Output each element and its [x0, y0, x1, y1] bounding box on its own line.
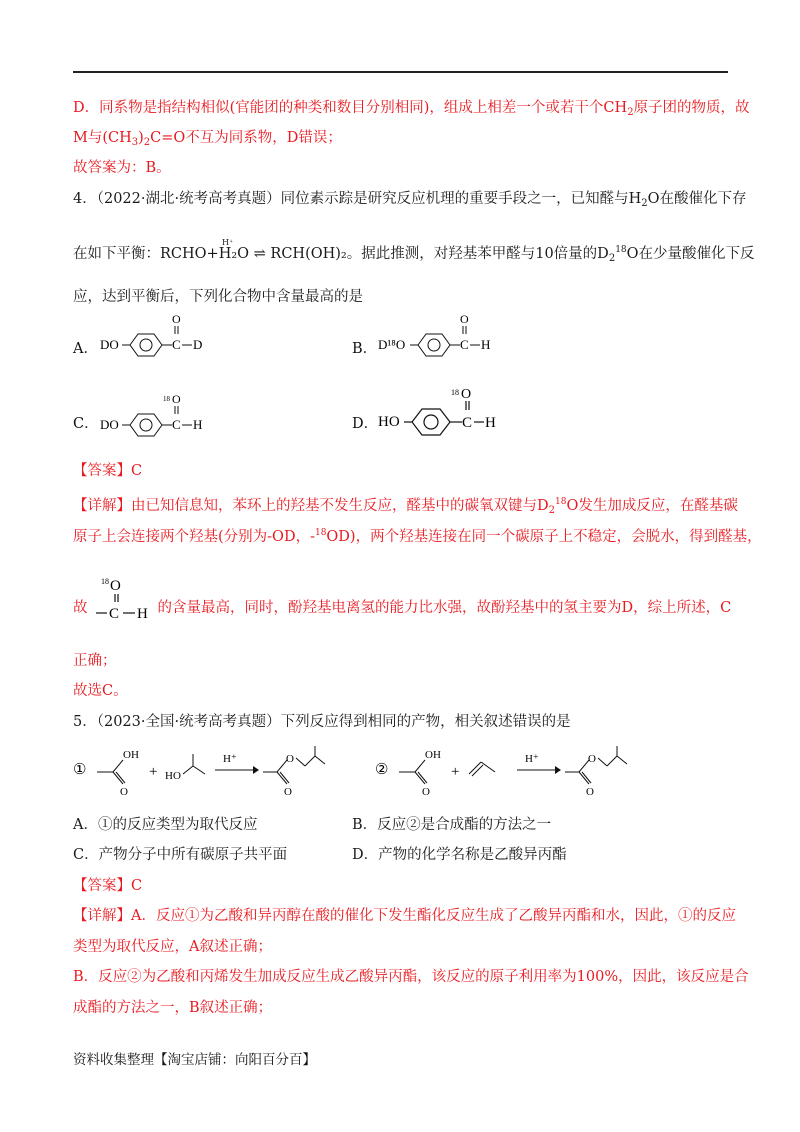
- svg-text:C: C: [460, 337, 469, 352]
- q4-option-a-structure[interactable]: [100, 312, 220, 362]
- q4-option-c-structure[interactable]: [100, 392, 220, 442]
- prev-option-d-line1: D．同系物是指结构相似(官能团的种类和数目分别相同)，组成上相差一个或若干个$CH_2$原子团的物质，故: [73, 100, 750, 118]
- footer-source: 资料收集整理【淘宝店铺：向阳百分百】: [73, 1052, 316, 1068]
- q5-option-c[interactable]: C．产物分子中所有碳原子共平面: [73, 847, 288, 863]
- q5-reaction-1: [73, 742, 413, 802]
- svg-text:H⁺: H⁺: [525, 753, 539, 765]
- q4-answer: 【答案】C: [73, 463, 143, 479]
- svg-text:+: +: [149, 764, 158, 780]
- svg-text:D¹⁸O: D¹⁸O: [378, 337, 406, 352]
- svg-text:H⁺: H⁺: [223, 753, 237, 765]
- q5-answer: 【答案】C: [73, 878, 143, 894]
- q4-stem-line1: 4．（2022·湖北·统考高考真题）同位素示踪是研究反应机理的重要手段之一，已知醛与$H_2O$在酸催化下存: [73, 191, 747, 209]
- svg-text:D: D: [193, 337, 203, 352]
- svg-text:C: C: [109, 606, 120, 622]
- svg-text:+: +: [451, 764, 460, 780]
- q4-detail-line3: 故 的含量最高，同时，酚羟基电离氢的能力比水强，故酚羟基中的氢主要为D，综上所述，C: [73, 600, 732, 616]
- svg-text:O: O: [460, 312, 469, 326]
- svg-text:C: C: [462, 415, 473, 431]
- svg-text:O: O: [284, 786, 292, 798]
- q5-detail-b-line2: 成酯的方法之一，B叙述正确；: [73, 1000, 273, 1016]
- q4-stem-line3: 应，达到平衡后，下列化合物中含量最高的是: [73, 289, 363, 305]
- svg-text:O: O: [120, 786, 128, 798]
- q5-detail-b-line1: B．反应②为乙酸和丙烯发生加成反应生成乙酸异丙酯，该反应的原子利用率为100%，因此，该反应是合: [73, 969, 749, 985]
- svg-text:H: H: [481, 337, 491, 352]
- svg-text:OH: OH: [425, 749, 441, 761]
- svg-text:O: O: [461, 387, 472, 402]
- svg-text:C: C: [172, 417, 181, 432]
- svg-text:HO: HO: [378, 414, 400, 430]
- svg-text:O: O: [422, 786, 430, 798]
- svg-text:O: O: [286, 753, 294, 765]
- svg-text:OH: OH: [123, 749, 139, 761]
- svg-text:H: H: [137, 606, 148, 622]
- svg-text:18: 18: [101, 577, 109, 586]
- q5-detail-a-line1: 【详解】A．反应①为乙酸和异丙醇在酸的催化下发生酯化反应生成了乙酸异丙酯和水，因此，①的反应: [73, 908, 736, 924]
- prev-answer: 故答案为：B。: [73, 160, 171, 176]
- svg-text:O: O: [586, 786, 594, 798]
- svg-text:②: ②: [375, 762, 389, 778]
- svg-text:O: O: [110, 578, 121, 594]
- q4-option-d-label[interactable]: D．: [352, 416, 379, 432]
- q4-conclusion: 故选C。: [73, 683, 128, 699]
- svg-text:18: 18: [451, 388, 459, 397]
- prev-option-d-line2: M与$(CH_3)_2C=O$不互为同系物，D错误；: [73, 130, 342, 148]
- q4-option-a-label[interactable]: A．: [73, 341, 98, 357]
- q4-detail-line4: 正确；: [73, 653, 117, 669]
- q4-stem-line2: 在如下平衡： H⁺ RCHO+H₂O ⇌ RCH(OH)₂。据此推测，对羟基苯甲醛与10倍量的$D_2^{18}O$在少量酸催化下反: [73, 238, 755, 264]
- aldehyde-group-structure: [93, 570, 163, 620]
- svg-text:C: C: [172, 337, 181, 352]
- svg-text:18: 18: [163, 395, 170, 403]
- q4-equation: H⁺ RCHO+H₂O ⇌ RCH(OH)₂: [160, 238, 347, 262]
- q5-option-b[interactable]: B．反应②是合成酯的方法之一: [352, 817, 552, 833]
- q4-detail-line2: 原子上会连接两个羟基(分别为-OD，-$^{18}$OD)，两个羟基连接在同一个碳原子上不稳定，会脱水，得到醛基，: [73, 528, 762, 545]
- svg-text:HO: HO: [165, 770, 181, 782]
- svg-text:H: H: [193, 417, 203, 432]
- svg-text:DO: DO: [100, 337, 119, 352]
- q4-option-b-structure[interactable]: [378, 312, 508, 362]
- q5-detail-a-line2: 类型为取代反应，A叙述正确；: [73, 939, 272, 955]
- svg-text:H: H: [485, 415, 496, 431]
- q4-option-b-label[interactable]: B．: [352, 341, 378, 357]
- q5-option-a[interactable]: A．①的反应类型为取代反应: [73, 817, 258, 833]
- svg-text:O: O: [172, 312, 181, 326]
- q5-option-d[interactable]: D．产物的化学名称是乙酸异丙酯: [352, 847, 567, 863]
- svg-text:DO: DO: [100, 417, 119, 432]
- q4-option-d-structure[interactable]: [378, 386, 508, 442]
- svg-text:O: O: [588, 753, 596, 765]
- q5-reaction-2: [375, 742, 715, 802]
- svg-text:O: O: [172, 392, 181, 406]
- q5-stem: 5．（2023·全国·统考高考真题）下列反应得到相同的产物，相关叙述错误的是: [73, 714, 571, 730]
- svg-text:①: ①: [73, 762, 87, 778]
- q4-detail-line1: 【详解】由已知信息知，苯环上的羟基不发生反应，醛基中的碳氧双键与$D_2^{18}O$发生加成反应，在醛基碳: [73, 497, 738, 516]
- q4-option-c-label[interactable]: C．: [73, 416, 99, 432]
- header-rule: [73, 71, 728, 73]
